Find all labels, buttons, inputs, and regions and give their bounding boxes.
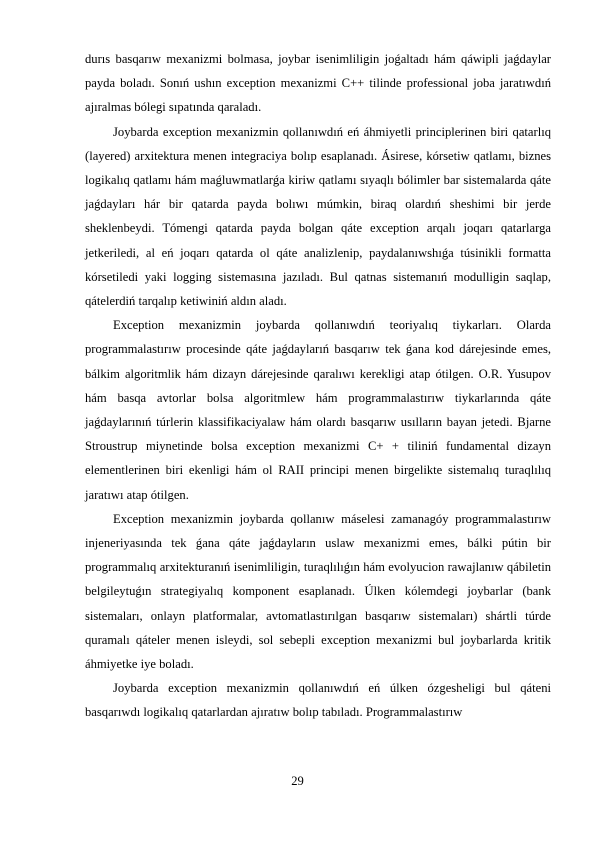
page-number: 29 <box>291 774 304 788</box>
paragraph-2: Joybarda exception mexanizmin qollanıwdıń eń áhmiyetli principlerinen biri qatarlıq (layered) arxitektura menen integraciya bolıp esaplanadı. Ásirese, kórsetiw qatlamı, biznes logikalıq qatlamı hám maǵluwmatlarǵa kiriw qatlamı sıyaqlı bólimler bar sistemalarda qáte jaǵdayları hár bir qatarda payda bolıwı múmkin, biraq olardıń sheshimi bir jerde sheklenbeydi. Tómengi qatarda payda bolgan qáte exception arqalı joqarı qatarlarga jetkeriledi, al eń joqarı qatarda ol qáte analizlenip, paydalanıwshıǵa túsinikli formatta kórsetiledi yaki logging sistemasına jazıladı. Bul qatnas sistemanıń modulligin saqlap, qátelerdiń tarqalıp ketiwiniń aldın aladı. <box>85 124 551 309</box>
paragraph-4: Exception mexanizmin joybarda qollanıw máselesi zamanagóy programmalastırıw injeneriyasında tek ǵana qáte jaǵdayların uslaw mexanizmi emes, bálki pútin bir programmalıq arxitekturanıń isenimliligin, turaqlılıǵın hám evolyucion rawajlanıw qábiletin belgileytuǵın strategiyalıq komponent esaplanadı. Úlken kólemdegi joybarlar (bank sistemaları, onlayn platformalar, avtomatlastırılgan basqarıw sistemaları) shártli túrde quramalı qáteler menen isleydi, sol sebepli exception mexanizmi bul joybarlarda kritik áhmiyetke iye boladı. <box>85 511 551 672</box>
paragraph-1: durıs basqarıw mexanizmi bolmasa, joybar isenimliligin joǵaltadı hám qáwipli jaǵdaylar payda boladı. Sonıń ushın exception mexanizmi C++ tilinde professional joba jaratıwdıń ajıralmas bólegi sıpatında qaraladı. <box>85 52 551 115</box>
document-page <box>85 47 551 725</box>
paragraph-5: Joybarda exception mexanizmin qollanıwdıń eń úlken ózgesheligi bul qáteni basqarıwdı logikalıq qatarlardan ajıratıw bolıp tabıladı. Programmalastırıw <box>85 681 551 720</box>
paragraph-3: Exception mexanizmin joybarda qollanıwdıń teoriyalıq tiykarları. Olarda programmalastırıw procesinde qáte jaǵdaylarıń basqarıw tek ǵana kod dárejesinde emes, bálkim algoritmlik hám dizayn dárejesinde qaralıwı kerekligi atap ótilgen. O.R. Yusupov hám basqa avtorlar bolsa algoritmlew hám programmalastırıw tiykarlarında qáte jaǵdaylarınıń túrlerin klassifikaciyalaw hám olardı basqarıw usılların bayan jetedi. Bjarne Stroustrup miynetinde bolsa exception mexanizmi C+ + tiliniń fundamental dizayn elementlerinen biri ekenligi hám ol RAII principi menen birgelikte sistemalıq turaqlılıq jaratıwı atap ótilgen. <box>85 318 551 502</box>
